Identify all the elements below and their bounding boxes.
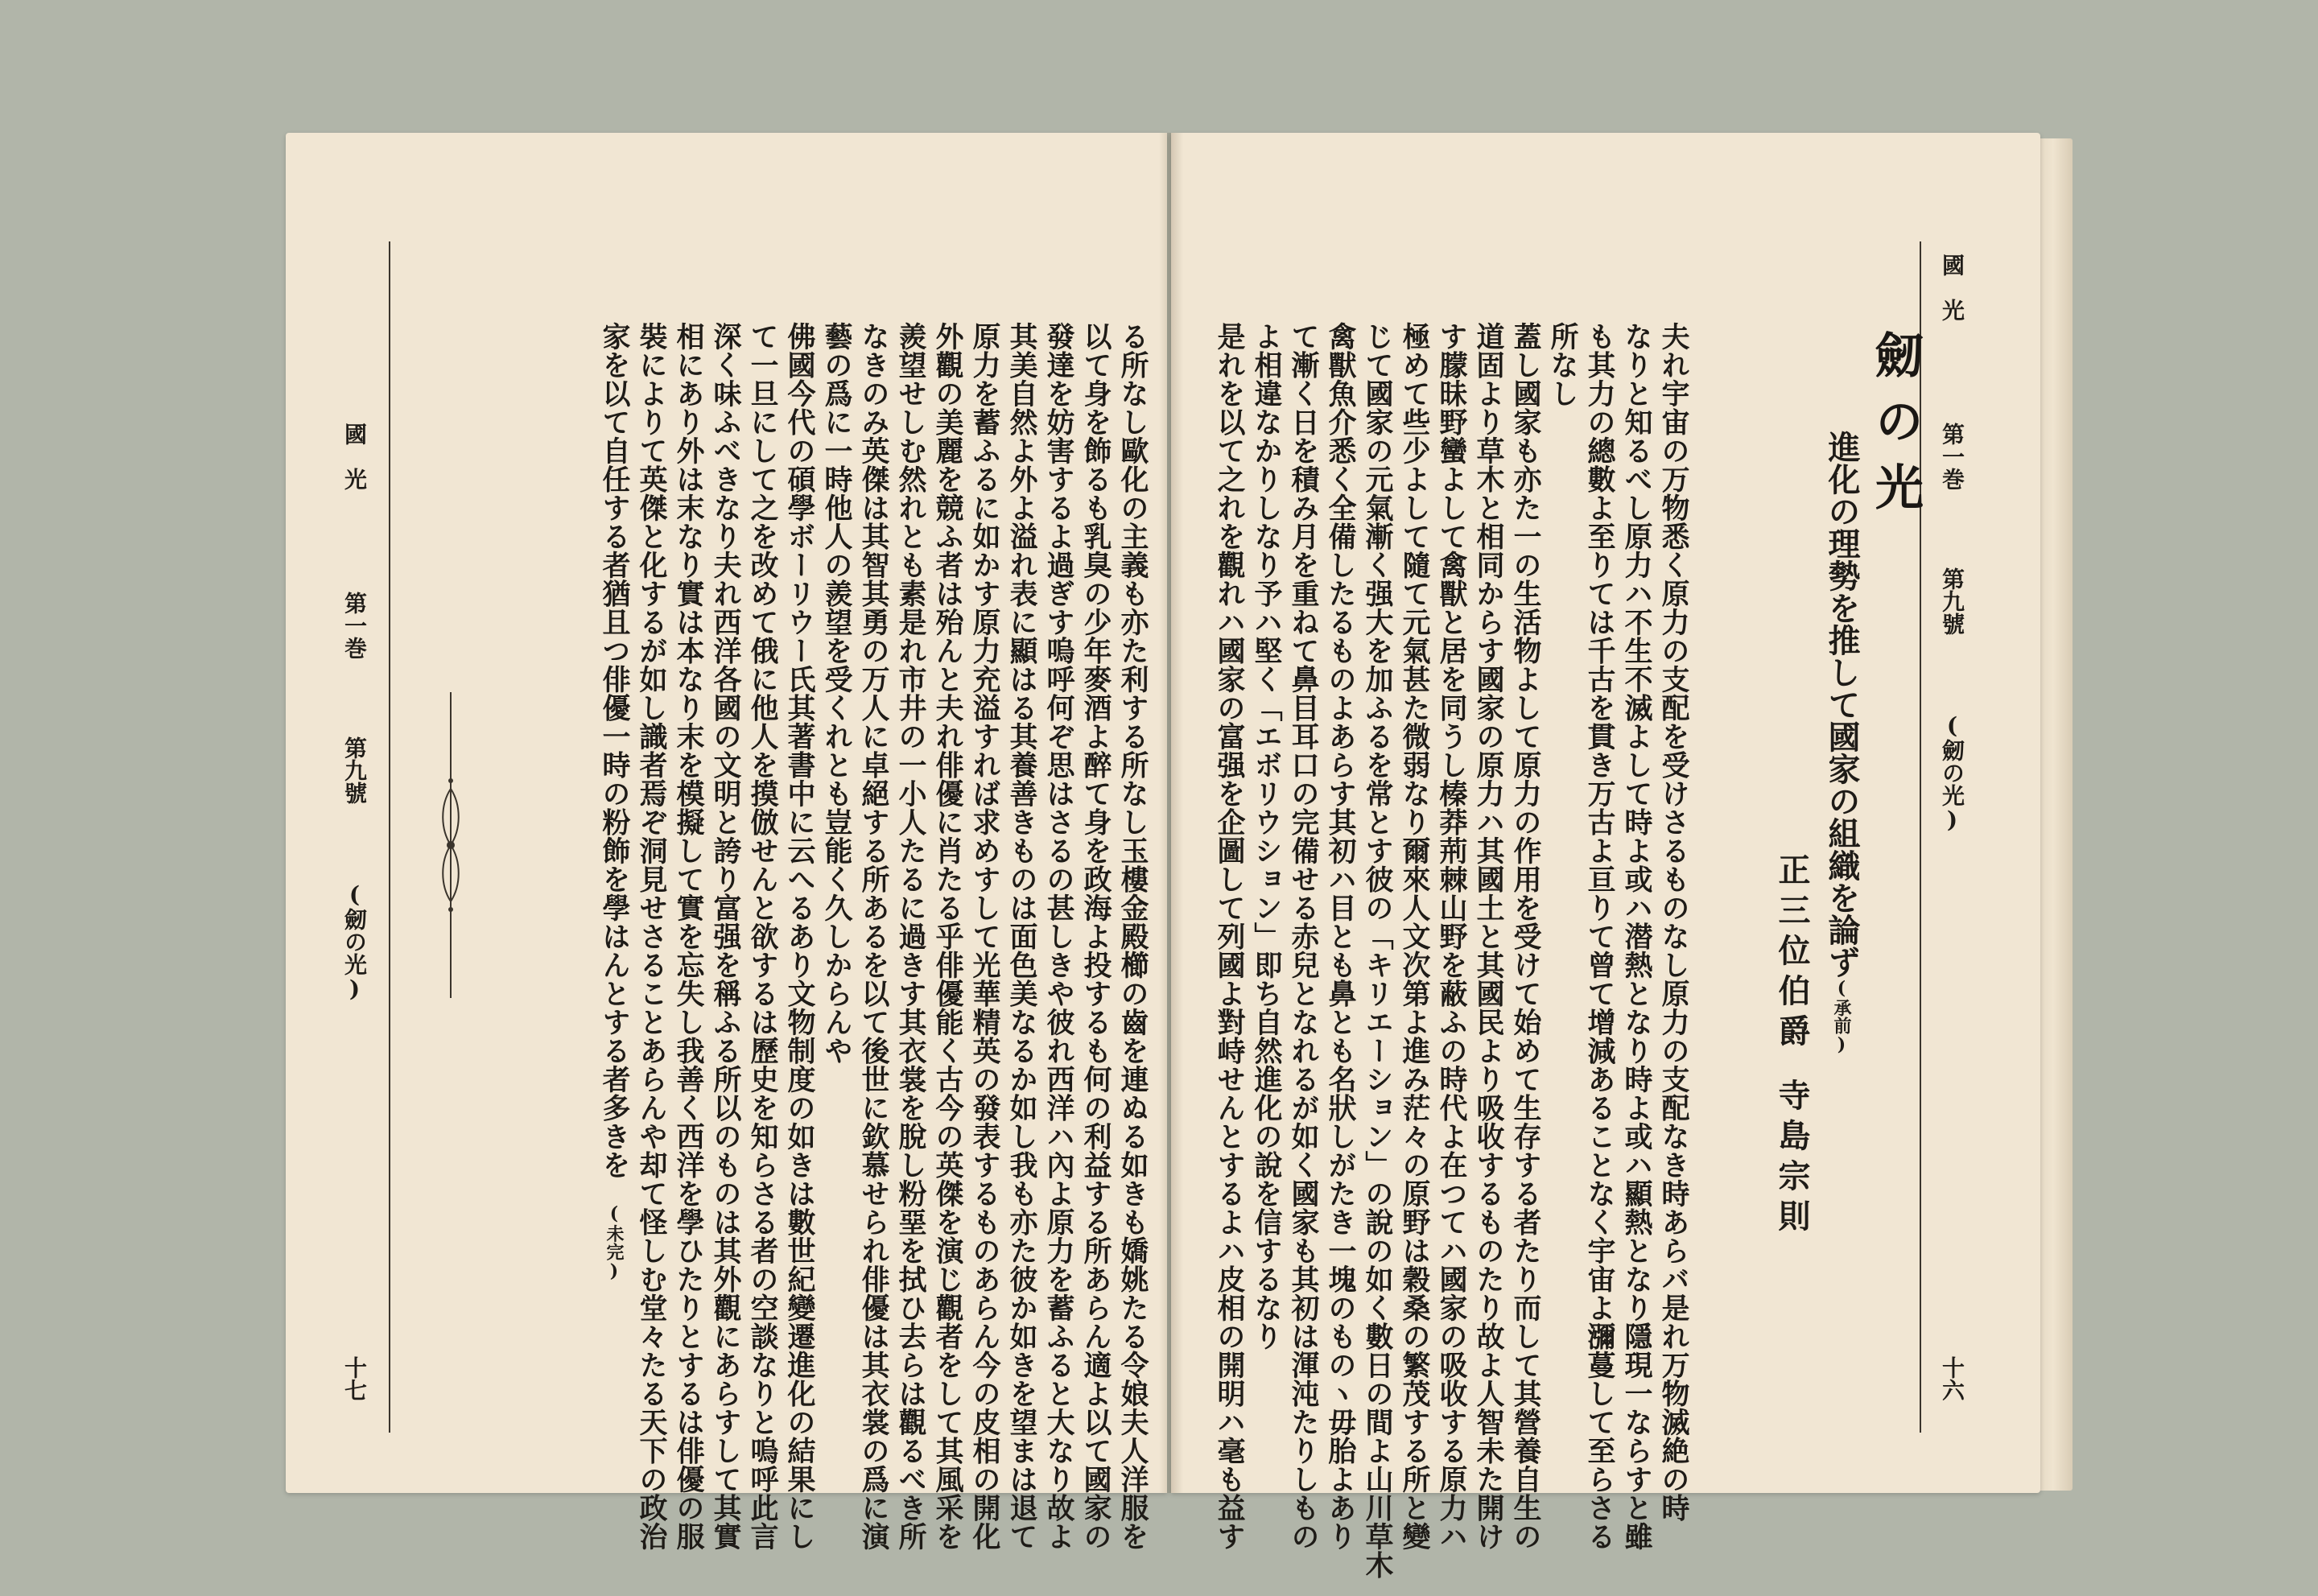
right-header (1936, 254, 1968, 1421)
right-col-7: す朦昧野蠻よして禽獸と居を同うし榛莽荊棘山野を蔽ふの時代よ在つてハ國家の吸收する原力ハ (1435, 322, 1468, 1551)
subtitle-text: 進化の理勢を推して國家の組織を論ず (1823, 431, 1861, 978)
right-col-3: も其力の總數よ至りては千古を貫き万古よ亘りて曾て增減あることなく宇宙よ瀰蔓して至らさる (1583, 322, 1616, 1551)
page-number-right: 十六 (1939, 1356, 1965, 1401)
section-label-left: (劒の光) (341, 881, 368, 1002)
right-col-5: 蓋し國家も亦た一の生活物よして原力の作用を受けて始めて生存する者たり而して其營養自生の (1509, 322, 1542, 1551)
issue-label: 第九號 (1939, 567, 1965, 635)
author-name: 寺島宗則 (1773, 1078, 1811, 1239)
left-col-7: 羨望せしむ然れとも素是れ市井の一小人たるに過きす其衣裳を脫し粉堊を拭ひ去らは觀るべき所 (894, 322, 927, 1551)
header-rule-left (389, 241, 390, 1433)
right-col-6: 道固より草木と相同からす國家の原力ハ其國土と其國民より吸收するものたり故よ人智未た開け (1472, 322, 1505, 1551)
left-col-13: 相にあり外は末なり實は本なり末を模擬して實を忘失し我善く西洋を學ひたりとするは俳優の服 (672, 322, 705, 1551)
right-col-1: 夫れ宇宙の万物悉く原力の支配を受けさるものなし原力の支配なき時あらバ是れ万物滅絶の時 (1657, 322, 1690, 1522)
right-col-12: よ相違なかりしなり予ハ堅く「エボリウション」即ち自然進化の說を信するなり (1250, 322, 1283, 1351)
subtitle-note: (承前) (1831, 978, 1852, 1055)
right-col-8: 極めて些少よして隨て元氣甚た微弱なり爾來人文次第よ進み茫々の原野は穀桑の繁茂する所と變 (1398, 322, 1431, 1551)
section-label: (劒の光) (1939, 712, 1965, 833)
journal-name: 國 光 (1939, 254, 1965, 321)
left-col-12: 深く味ふべきなり夫れ西洋各國の文明と誇り富强を稱ふる所以のものは其外觀にあらすして其實 (709, 322, 742, 1551)
issue-label-left: 第九號 (341, 736, 368, 804)
right-col-10: 禽獸魚介悉く全備したるものよあらす其初ハ目とも鼻とも名狀しがたき一塊のものヽ毋胎よあり (1324, 322, 1357, 1551)
decorative-ornament (439, 692, 463, 998)
left-col-8: なきのみ英傑は其智其勇の万人に卓絕する所あるを以て後世に欽慕せられ俳優は其衣裳の爲に演 (857, 322, 890, 1551)
book-gutter (1159, 133, 1183, 1493)
left-col-2: 以て身を飾るも乳臭の少年麥酒よ醉て身を政海よ投するも何の利益する所あらん適よ以て國家の (1079, 322, 1112, 1551)
left-col-15 (600, 322, 629, 1282)
volume-label: 第一巻 (1939, 423, 1965, 490)
right-col-4: 所なし (1546, 322, 1579, 408)
right-col-2: なりと知るべし原力ハ不生不滅よして時よ或ハ潜熱となり時よ或ハ顯熱となり隱現一ならすと雖 (1620, 322, 1653, 1551)
volume-label-left: 第一巻 (341, 592, 368, 659)
left-col-11: て一旦にして之を改めて俄に他人を摸倣せんと欲するは歷史を知らさる者の空談なりと嗚呼此言 (746, 322, 779, 1551)
left-header (338, 423, 370, 1388)
left-col-14: 裝によりて英傑と化するが如し識者焉ぞ洞見せさることあらんや却て怪しむ堂々たる天下の政治 (635, 322, 668, 1551)
left-col-9: 藝の爲に一時他人の羨望を受くれとも豈能く久しからんや (820, 322, 853, 1065)
left-col-1: る所なし歐化の主義も亦た利する所なし玉樓金殿櫛の齒を連ぬる如きも嬌姚たる令娘夫人洋服を (1116, 322, 1149, 1551)
end-mark: (未完) (604, 1203, 625, 1282)
left-col-3: 發達を妨害するよ過ぎす嗚呼何ぞ思はさるの甚しきや彼れ西洋ハ內よ原力を蓄ふると大なり故よ (1042, 322, 1075, 1551)
right-col-9: じて國家の元氣漸く强大を加ふるを常とす彼の「キリエーション」の說の如く數日の間よ山川草木 (1361, 322, 1394, 1579)
left-col-10: 佛國今代の碩學ボーリウー氏其著書中に云へるあり文物制度の如きは數世紀變遷進化の結果にし (783, 322, 816, 1551)
left-col-5: 原力を蓄ふるに如かす原力充溢すれば求めすして光華精英の發表するものあらん今の皮相の開化 (968, 322, 1001, 1551)
left-col-6: 外觀の美麗を競ふ者は殆んと夫れ俳優に肖たる乎俳優能く古今の英傑を演じ觀者をして其風采を (931, 322, 964, 1551)
left-col-15-text: 家を以て自任する者猶且つ俳優一時の粉飾を學はんとする者多きを (598, 322, 631, 1179)
article-subtitle (1819, 431, 1865, 1055)
page-number-left: 十七 (341, 1356, 368, 1401)
journal-name-left: 國 光 (341, 423, 368, 490)
author-rank: 正三位伯爵 (1773, 853, 1811, 1054)
author-line (1769, 853, 1815, 1239)
article-title: 劒の光 (1867, 330, 1924, 528)
left-col-4: 其美自然よ外よ溢れ表に顯はる其養善きものは面色美なるか如し我も亦た彼か如きを望まは退て (1005, 322, 1038, 1551)
page-stack-edge (2040, 138, 2073, 1491)
right-col-11: て漸く日を積み月を重ねて鼻目耳口の完備せる赤兒となれるが如く國家も其初は渾沌たりしもの (1287, 322, 1320, 1551)
right-col-13: 是れを以て之れを觀れハ國家の富强を企圖して列國よ對峙せんとするよハ皮相の開明ハ毫も益す (1213, 322, 1246, 1551)
